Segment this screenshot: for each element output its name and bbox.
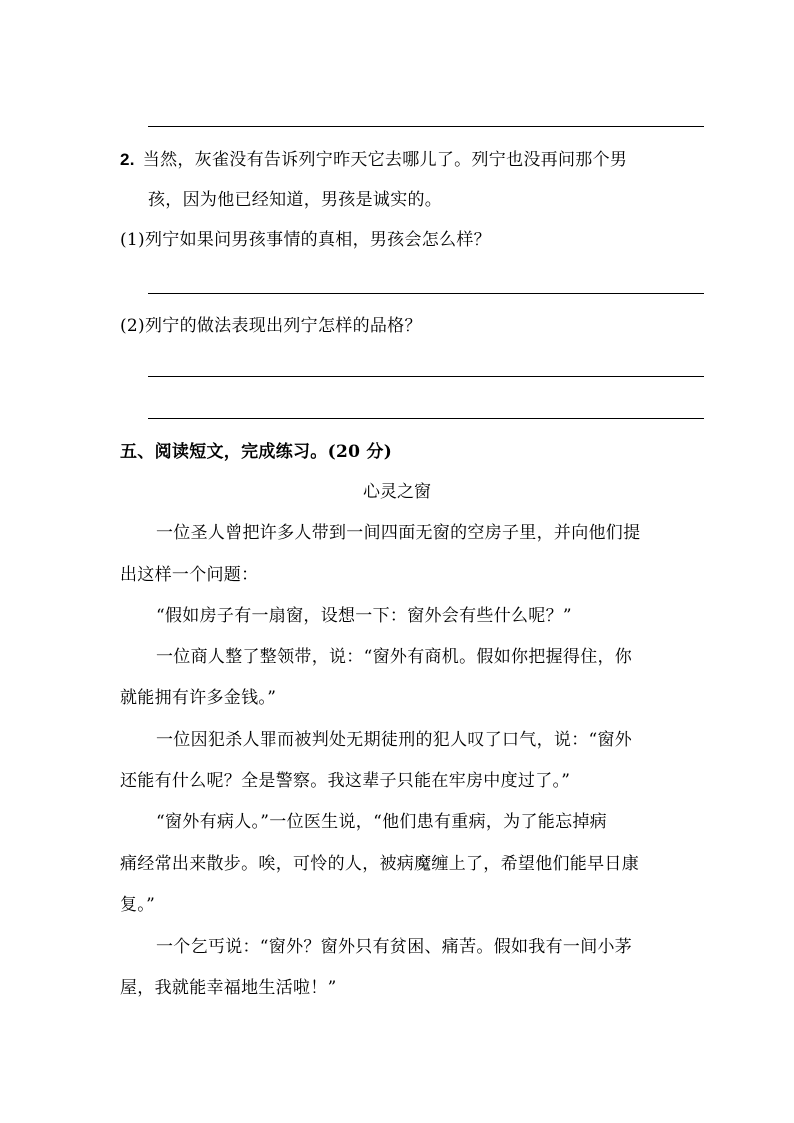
passage-line: “窗外有病人。”一位医生说，“他们患有重病，为了能忘掉病 <box>156 812 607 832</box>
passage-line: 痛经常出来散步。唉，可怜的人，被病魔缠上了，希望他们能早日康 <box>120 854 639 874</box>
q2-line-1 <box>120 148 627 172</box>
passage-title: 心灵之窗 <box>363 482 431 502</box>
answer-line-4 <box>148 418 704 419</box>
passage-line: 一位商人整了整领带，说：“窗外有商机。假如你把握得住，你 <box>156 647 633 667</box>
q2-number: 2. <box>120 150 135 169</box>
q2-sub-2: (2)列宁的做法表现出列宁怎样的品格？ <box>120 316 422 336</box>
passage-line: 屋，我就能幸福地生活啦！” <box>120 978 337 998</box>
q2-text-1: 当然，灰雀没有告诉列宁昨天它去哪儿了。列宁也没再问那个男 <box>142 150 628 170</box>
passage-line: 出这样一个问题： <box>120 565 259 585</box>
q2-line-2: 孩，因为他已经知道，男孩是诚实的。 <box>148 190 443 210</box>
passage-line: 就能拥有许多金钱。” <box>120 688 277 708</box>
answer-line-1 <box>148 126 704 127</box>
q2-sub-1: (1)列宁如果问男孩事情的真相，男孩会怎么样？ <box>120 230 491 250</box>
passage-line: 一位因犯杀人罪而被判处无期徒刑的犯人叹了口气，说：“窗外 <box>156 730 633 750</box>
passage-line: 一位圣人曾把许多人带到一间四面无窗的空房子里，并向他们提 <box>156 523 641 543</box>
answer-line-3 <box>148 376 704 377</box>
passage-line: “假如房子有一扇窗，设想一下：窗外会有些什么呢？” <box>156 606 572 626</box>
answer-line-2 <box>148 293 704 294</box>
passage-line: 还能有什么呢？全是警察。我这辈子只能在牢房中度过了。” <box>120 771 571 791</box>
passage-line: 一个乞丐说：“窗外？窗外只有贫困、痛苦。假如我有一间小茅 <box>156 937 633 957</box>
section-heading: 五、阅读短文，完成练习。(20 分) <box>120 442 393 462</box>
passage-line: 复。” <box>120 895 156 915</box>
